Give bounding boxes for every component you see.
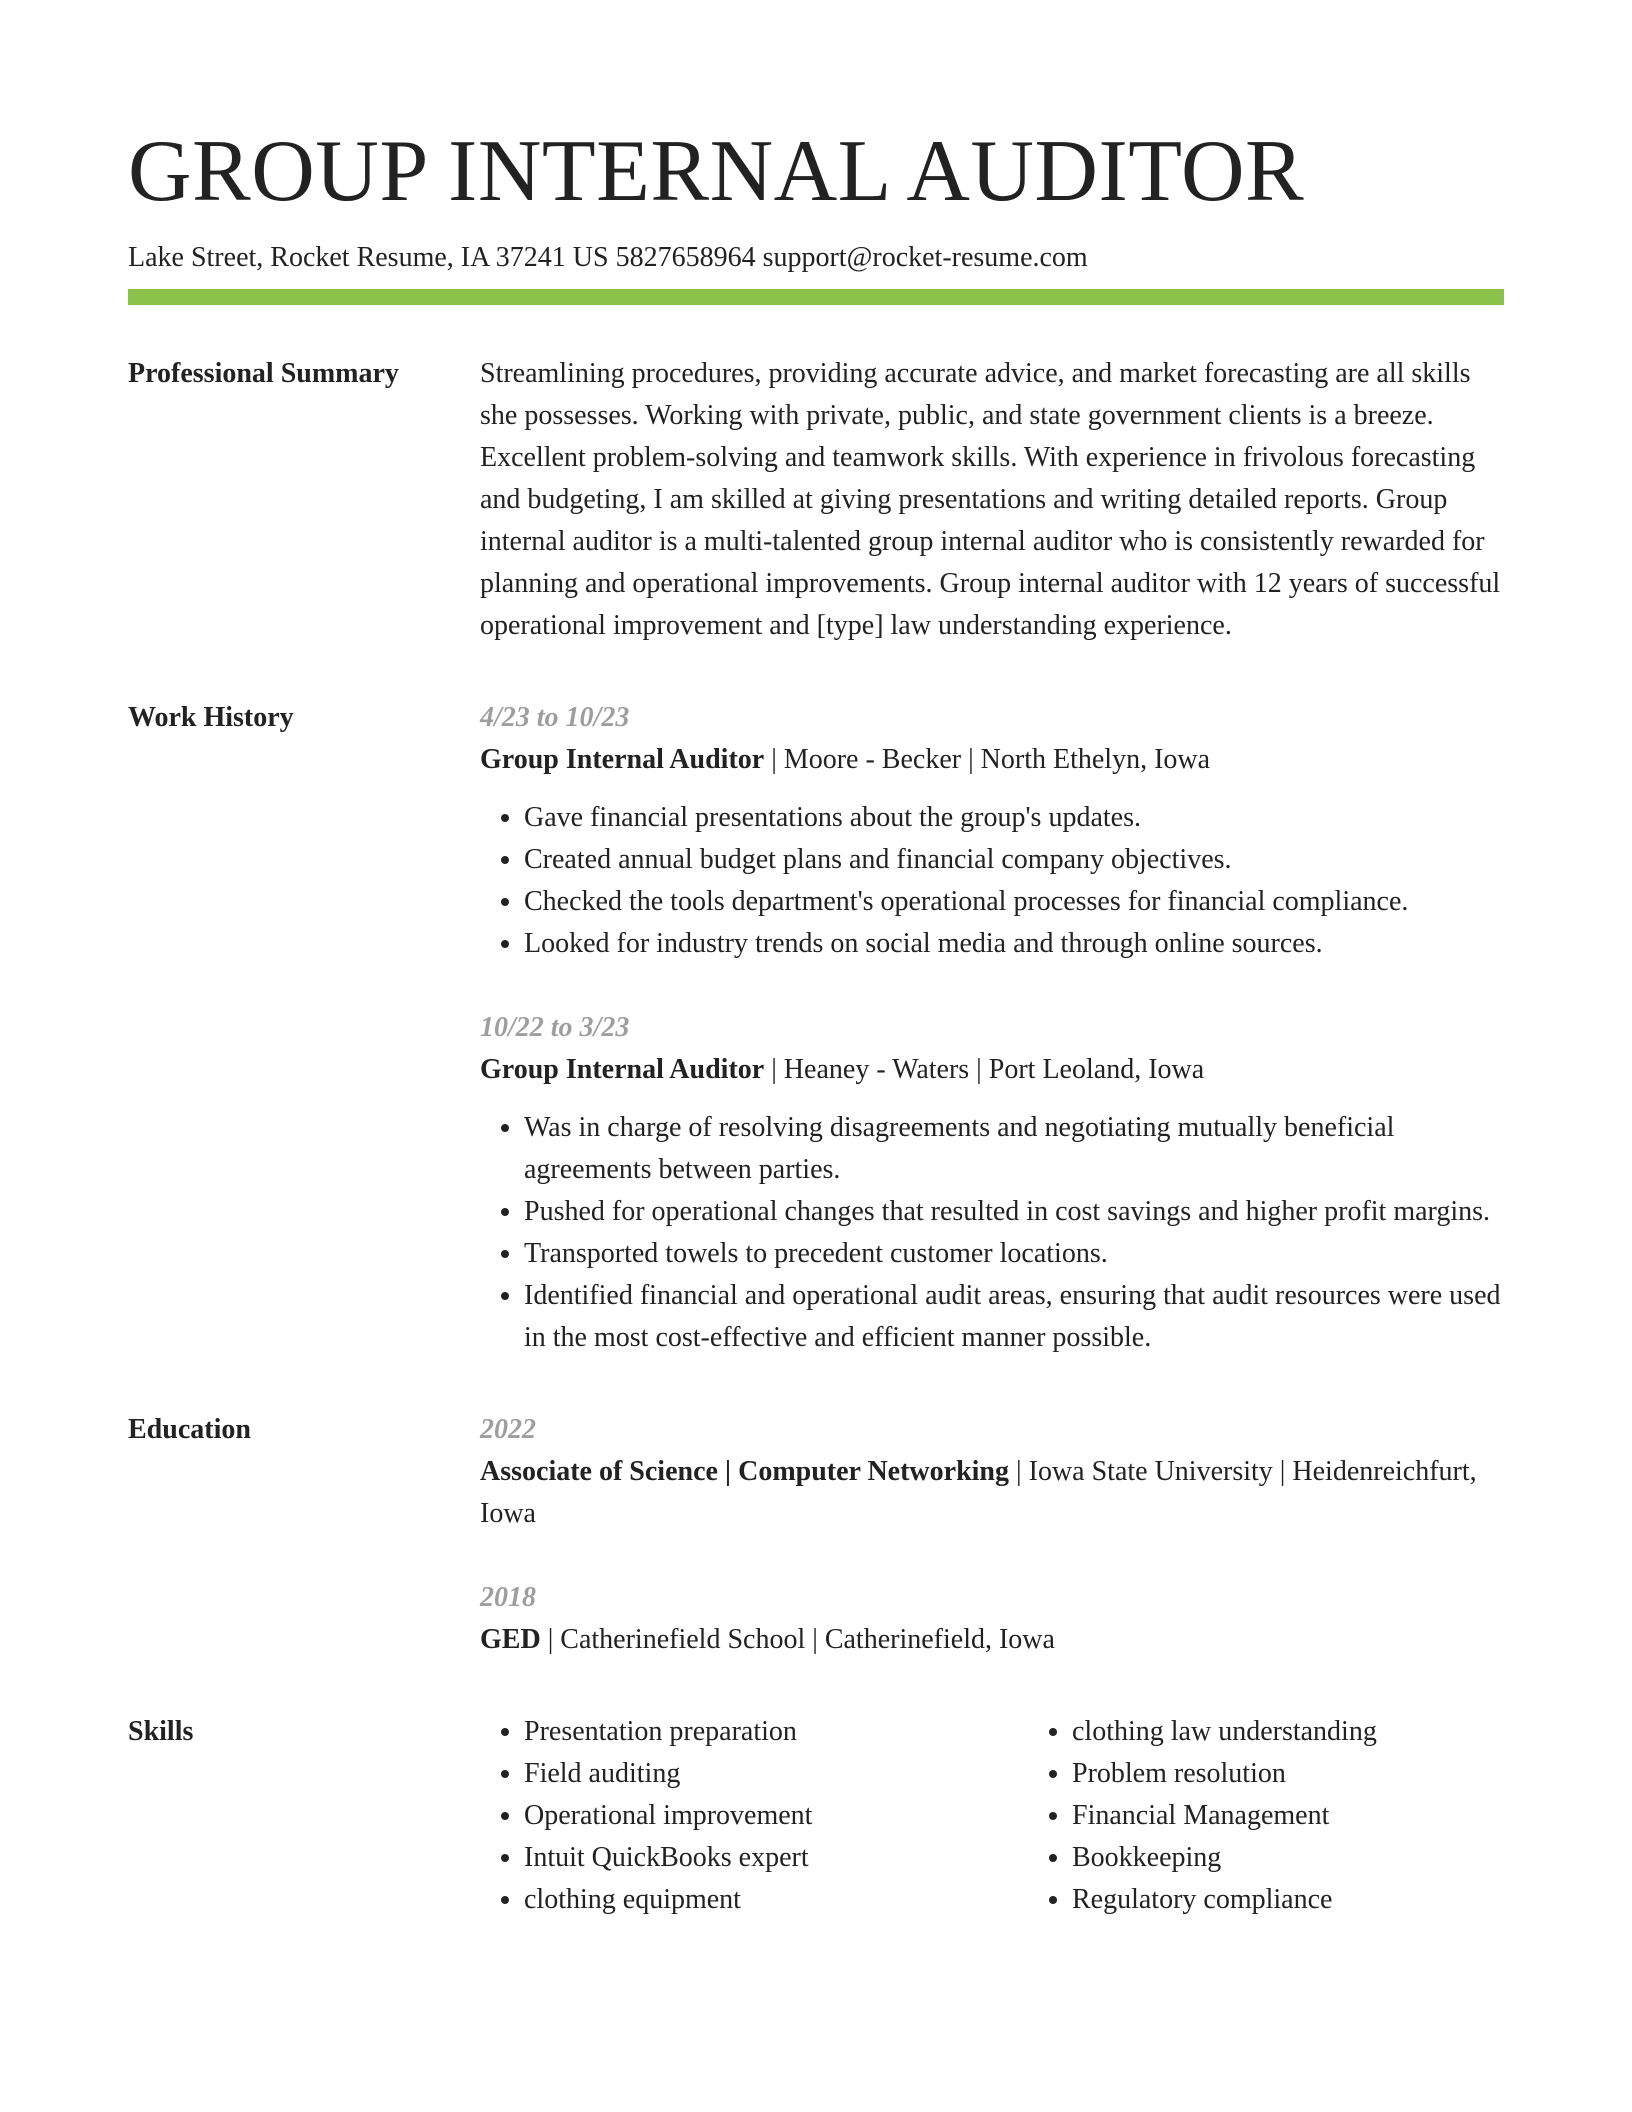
skill-item: • clothing law understanding: [1072, 1711, 1504, 1753]
skill-item: • Regulatory compliance: [1072, 1879, 1504, 1921]
job-dates: 10/22 to 3/23: [480, 1012, 630, 1044]
job-bullets: [480, 1107, 1504, 1359]
section-title: Work History: [128, 702, 294, 734]
summary-section: [128, 353, 1504, 647]
list-item: • Looked for industry trends on social media and through online sources.: [524, 923, 1504, 965]
skills-section: [128, 1711, 1504, 1921]
job-bullets: [480, 797, 1504, 965]
resume-name: GROUP INTERNAL AUDITOR: [128, 123, 1305, 220]
job-title: Group Internal Auditor: [480, 1054, 765, 1086]
list-item: • Checked the tools department's operational processes for financial compliance.: [524, 881, 1504, 923]
education-year: 2022: [480, 1414, 536, 1446]
education-details: | Iowa State University | Heidenreichfurt, Iowa: [480, 1456, 1477, 1530]
job-details: | Moore - Becker | North Ethelyn, Iowa: [764, 744, 1211, 776]
education-entry: [480, 1577, 1504, 1661]
section-title: Skills: [128, 1716, 194, 1748]
job-heading: [480, 1049, 1504, 1091]
education-year: 2018: [480, 1582, 536, 1614]
section-title: Professional Summary: [128, 358, 399, 390]
education-heading: [480, 1451, 1504, 1535]
job-title: Group Internal Auditor: [480, 744, 765, 776]
job-heading: [480, 739, 1504, 781]
list-item: • Identified financial and operational audit areas, ensuring that audit resources were used in the most cost-effective and efficient manner possible.: [524, 1275, 1504, 1359]
list-item: • Transported towels to precedent customer locations.: [524, 1233, 1504, 1275]
list-item: • Created annual budget plans and financial company objectives.: [524, 839, 1504, 881]
skill-item: • Bookkeeping: [1072, 1837, 1504, 1879]
job-entry: [480, 1007, 1504, 1359]
education-details: | Catherinefield School | Catherinefield, Iowa: [540, 1624, 1055, 1656]
skill-item: • Operational improvement: [524, 1795, 1028, 1837]
list-item: • Gave financial presentations about the group's updates.: [524, 797, 1504, 839]
skill-item: • Field auditing: [524, 1753, 1028, 1795]
summary-text: Streamlining procedures, providing accurate advice, and market forecasting are all skills she possesses. Working with private, public, and state government clients is a breeze. Excellent problem-solving and teamwork skills. With experience in frivolous forecasting and budgeting, I am skilled at giving presentations and writing detailed reports. Group internal auditor is a multi-talented group internal auditor who is consistently rewarded for planning and operational improvements. Group internal auditor with 12 years of successful operational improvement and [type] law understanding experience.: [480, 358, 1501, 642]
skill-item: • clothing equipment: [524, 1879, 1028, 1921]
list-item: • Was in charge of resolving disagreements and negotiating mutually beneficial agreements between parties.: [524, 1107, 1504, 1191]
education-section: [128, 1409, 1504, 1661]
education-entry: [480, 1409, 1504, 1535]
work-history-section: [128, 697, 1504, 1359]
skills-column-1: [480, 1711, 1028, 1921]
resume-page: [128, 0, 1504, 1921]
degree-title: Associate of Science | Computer Networking: [480, 1456, 1010, 1488]
degree-title: GED: [480, 1624, 541, 1656]
job-details: | Heaney - Waters | Port Leoland, Iowa: [764, 1054, 1205, 1086]
list-item: • Pushed for operational changes that resulted in cost savings and higher profit margins.: [524, 1191, 1504, 1233]
education-heading: [480, 1619, 1504, 1661]
skill-item: • Presentation preparation: [524, 1711, 1028, 1753]
section-title: Education: [128, 1414, 251, 1446]
skill-item: • Financial Management: [1072, 1795, 1504, 1837]
job-dates: 4/23 to 10/23: [480, 702, 630, 734]
skills-column-2: [1028, 1711, 1504, 1921]
job-entry: [480, 697, 1504, 965]
accent-divider: [128, 289, 1504, 305]
contact-line: Lake Street, Rocket Resume, IA 37241 US 5827658964 support@rocket-resume.com: [128, 242, 1088, 273]
skill-item: • Problem resolution: [1072, 1753, 1504, 1795]
skill-item: • Intuit QuickBooks expert: [524, 1837, 1028, 1879]
